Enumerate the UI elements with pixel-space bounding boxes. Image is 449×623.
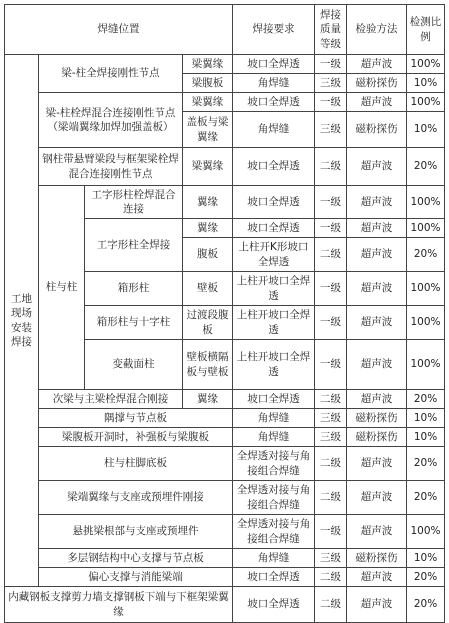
row-ratio: 100% [407,306,445,340]
row-req: 上柱开坡口全焊透 [233,340,315,390]
row-ratio: 100% [407,340,445,390]
row-method: 磁粉探伤 [347,74,407,93]
row-method: 超声波 [347,340,407,390]
row-req: 坡口全焊透 [233,587,315,623]
table-row [5,515,445,549]
header-grade: 焊接质量等级 [315,5,347,55]
row-ratio: 20% [407,447,445,481]
row-method: 超声波 [347,55,407,74]
row-sub: 翼缘 [183,219,233,238]
table-row [5,587,445,623]
row-req: 坡口全焊透 [233,568,315,587]
row-req: 坡口全焊透 [233,55,315,74]
row-req: 上柱开坡口全焊透 [233,272,315,306]
row-name: 箱形柱与十字柱 [85,306,183,340]
row-grade: 二级 [315,568,347,587]
row-req: 全焊透对接与角接组合焊缝 [233,481,315,515]
row-name: 次梁与主梁栓焊混合刚接 [39,390,183,409]
row-ratio: 10% [407,74,445,93]
row-grade: 二级 [315,238,347,272]
row-grade: 二级 [315,148,347,186]
row-method: 超声波 [347,306,407,340]
header-position: 焊缝位置 [5,5,233,55]
row-req: 角焊缝 [233,74,315,93]
row-ratio: 100% [407,272,445,306]
row-method: 超声波 [347,447,407,481]
row-grade: 二级 [315,390,347,409]
row-ratio: 10% [407,112,445,148]
table-row [5,148,445,186]
row-sub: 梁翼缘 [183,55,233,74]
row-req: 上柱开K形坡口全焊透 [233,238,315,272]
row-req: 全焊透对接与角接组合焊缝 [233,447,315,481]
row-grade: 三级 [315,428,347,447]
row-method: 超声波 [347,568,407,587]
row-name: 工字形柱栓焊混合连接 [85,186,183,219]
header-requirement: 焊接要求 [233,5,315,55]
row-method: 超声波 [347,481,407,515]
row-name: 变截面柱 [85,340,183,390]
row-grade: 三级 [315,549,347,568]
row-sub: 梁翼缘 [183,148,233,186]
row-grade: 二级 [315,587,347,623]
row-method: 超声波 [347,186,407,219]
table-row [5,428,445,447]
row-method: 磁粉探伤 [347,409,407,428]
row-ratio: 10% [407,428,445,447]
row-name: 箱形柱 [85,272,183,306]
table-row [5,55,445,74]
row-req: 上柱开坡口全焊透 [233,306,315,340]
row-ratio: 10% [407,549,445,568]
table-row [5,481,445,515]
row-name: 偏心支撑与消能梁端 [39,568,233,587]
row-name: 内藏钢板支撑剪力墙支撑钢板下端与下框架梁翼缘 [5,587,233,623]
table-row [5,93,445,112]
row-req: 坡口全焊透 [233,186,315,219]
row-sub: 盖板与梁翼缘 [183,112,233,148]
header-ratio: 检测比例 [407,5,445,55]
row-grade: 一级 [315,515,347,549]
row-ratio: 100% [407,55,445,74]
row-method: 超声波 [347,587,407,623]
row-sub: 过渡段腹板 [183,306,233,340]
row-method: 超声波 [347,390,407,409]
row-req: 坡口全焊透 [233,219,315,238]
row-grade: 三级 [315,409,347,428]
row-method: 超声波 [347,219,407,238]
row-req: 坡口全焊透 [233,148,315,186]
row-name: 多层钢结构中心支撑与节点板 [39,549,233,568]
group-outer: 工地现场安装焊接 [5,55,39,587]
row-grade: 一级 [315,55,347,74]
row-req: 角焊缝 [233,428,315,447]
row-name: 钢柱带悬臂梁段与框架梁栓焊混合连接刚性节点 [39,148,183,186]
row-grade: 一级 [315,186,347,219]
row-sub: 梁腹板 [183,74,233,93]
row-grade: 一级 [315,219,347,238]
weld-inspection-table [4,4,445,623]
row-sub: 翼缘 [183,186,233,219]
row-method: 超声波 [347,515,407,549]
row-ratio: 100% [407,515,445,549]
group-column: 柱与柱 [39,186,85,390]
row-ratio: 20% [407,390,445,409]
row-ratio: 100% [407,186,445,219]
row-ratio: 20% [407,148,445,186]
row-method: 磁粉探伤 [347,112,407,148]
row-req: 角焊缝 [233,549,315,568]
table-row [5,186,445,219]
row-name: 梁腹板开洞时，补强板与梁腹板 [39,428,233,447]
row-grade: 一级 [315,93,347,112]
row-name: 梁-柱栓焊混合连接刚性节点（梁端翼缘加焊加强盖板） [39,93,183,148]
row-grade: 一级 [315,340,347,390]
row-grade: 二级 [315,447,347,481]
table-row [5,409,445,428]
row-req: 角焊缝 [233,409,315,428]
row-sub: 壁板横隔板与壁板 [183,340,233,390]
row-req: 角焊缝 [233,112,315,148]
table-header-row [5,5,445,55]
row-sub: 翼缘 [183,390,233,409]
table-row [5,568,445,587]
row-name: 梁端翼缘与支座或预埋件刚接 [39,481,233,515]
row-name: 梁-柱全焊接刚性节点 [39,55,183,93]
row-grade: 三级 [315,112,347,148]
table-row [5,390,445,409]
row-sub: 腹板 [183,238,233,272]
row-method: 磁粉探伤 [347,549,407,568]
row-ratio: 20% [407,568,445,587]
table-row [5,447,445,481]
row-method: 超声波 [347,148,407,186]
row-grade: 一级 [315,306,347,340]
row-ratio: 10% [407,409,445,428]
row-ratio: 100% [407,93,445,112]
row-name: 悬挑梁根部与支座或预埋件 [39,515,233,549]
row-name: 工字形柱全焊接 [85,219,183,272]
row-method: 超声波 [347,93,407,112]
row-name: 柱与柱脚底板 [39,447,233,481]
row-method: 超声波 [347,238,407,272]
row-method: 超声波 [347,272,407,306]
row-req: 全焊透对接与角接组合焊缝 [233,515,315,549]
row-method: 磁粉探伤 [347,428,407,447]
row-req: 坡口全焊透 [233,390,315,409]
row-sub: 壁板 [183,272,233,306]
row-grade: 三级 [315,74,347,93]
row-ratio: 20% [407,238,445,272]
row-grade: 一级 [315,272,347,306]
row-sub: 梁翼缘 [183,93,233,112]
row-req: 坡口全焊透 [233,93,315,112]
row-name: 隅撑与节点板 [39,409,233,428]
row-ratio: 20% [407,587,445,623]
row-ratio: 100% [407,219,445,238]
row-ratio: 20% [407,481,445,515]
table-row [5,549,445,568]
row-grade: 二级 [315,481,347,515]
header-method: 检验方法 [347,5,407,55]
